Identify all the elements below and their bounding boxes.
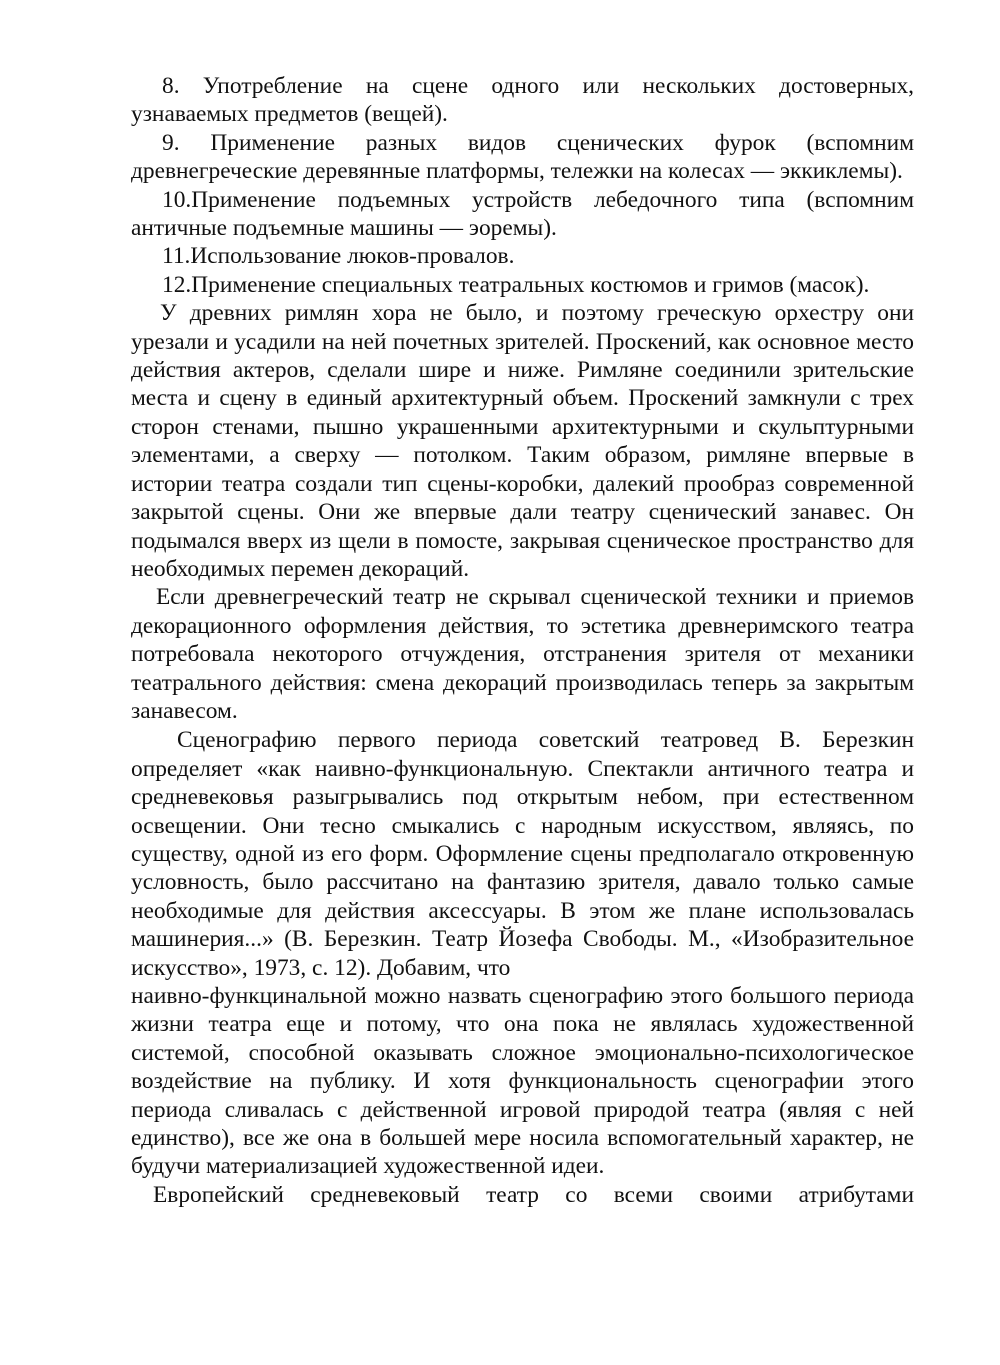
- list-item-10: 10.Применение подъемных устройств лебедочного типа (вспомним античные подъемные машины — эоремы).: [131, 186, 914, 242]
- document-body: [131, 72, 914, 1209]
- list-item-8: 8. Употребление на сцене одного или нескольких достоверных, узнаваемых предметов (вещей).: [131, 73, 914, 128]
- paragraph-naive-functional: наивно-функцинальной можно назвать сценографию этого большого периода жизни театра еще и потому, что она пока не являлась художественной системой, способной оказывать сложное эмоционально-психологическое воздействие на публику. И хотя функциональность сценографии этого периода сливалась с действенной игровой природой театра (являя с ней единство), все же она в большей мере носила вспомогательный характер, не будучи материализацией художественной идеи.: [131, 983, 914, 1180]
- list-item-9: 9. Применение разных видов сценических фурок (вспомним древнегреческие деревянные платформы, тележки на колесах — эккиклемы).: [131, 129, 914, 185]
- paragraph-medieval-theatre: Европейский средневековый театр со всеми своими атрибутами: [153, 1181, 914, 1208]
- list-item-11: 11.Использование люков-провалов.: [162, 243, 515, 270]
- list-item-12: 12.Применение специальных театральных костюмов и гримов (масок).: [162, 271, 870, 298]
- paragraph-roman-theatre: У древних римлян хора не было, и поэтому греческую орхестру они урезали и усадили на ней почетных зрителей. Проскений, как основное место действия актеров, сделали шире и ниже. Римляне соединили зрительские места и сцену в единый архитектурный объем. Проскений замкнули с трех сторон стенами, пышно украшенными архитектурными и скульптурными элементами, а сверху — потолком. Таким образом, римляне впервые в истории театра создали тип сцены-коробки, далекий прообраз современной закрытой сцены. Они же впервые дали театру сценический занавес. Он подымался вверх из щели в помосте, закрывая сценическое пространство для необходимых перемен декораций.: [131, 300, 914, 582]
- paragraph-greek-vs-roman: Если древнегреческий театр не скрывал сценической техники и приемов декорационного оформления действия, то эстетика древнеримского театра потребовала некоторого отчуждения, отстранения зрителя от механики театрального действия: смена декораций производилась теперь за закрытым занавесом.: [131, 584, 914, 724]
- paragraph-scenography-quote: Сценографию первого периода советский театровед В. Березкин определяет «как наивно-функциональную. Спектакли античного театра и средневековья разыгрывались под открытым небом, при естественном освещении. Они тесно смыкались с народным искусством, являясь, по существу, одной из его форм. Оформление сцены предполагало откровенную условность, было рассчитано на фантазию зрителя, давало только самые необходимые для действия аксессуары. В этом же плане использовалась машинерия...» (В. Березкин. Театр Йозефа Свободы. М., «Изобразительное искусство», 1973, с. 12). Добавим, что: [131, 727, 914, 981]
